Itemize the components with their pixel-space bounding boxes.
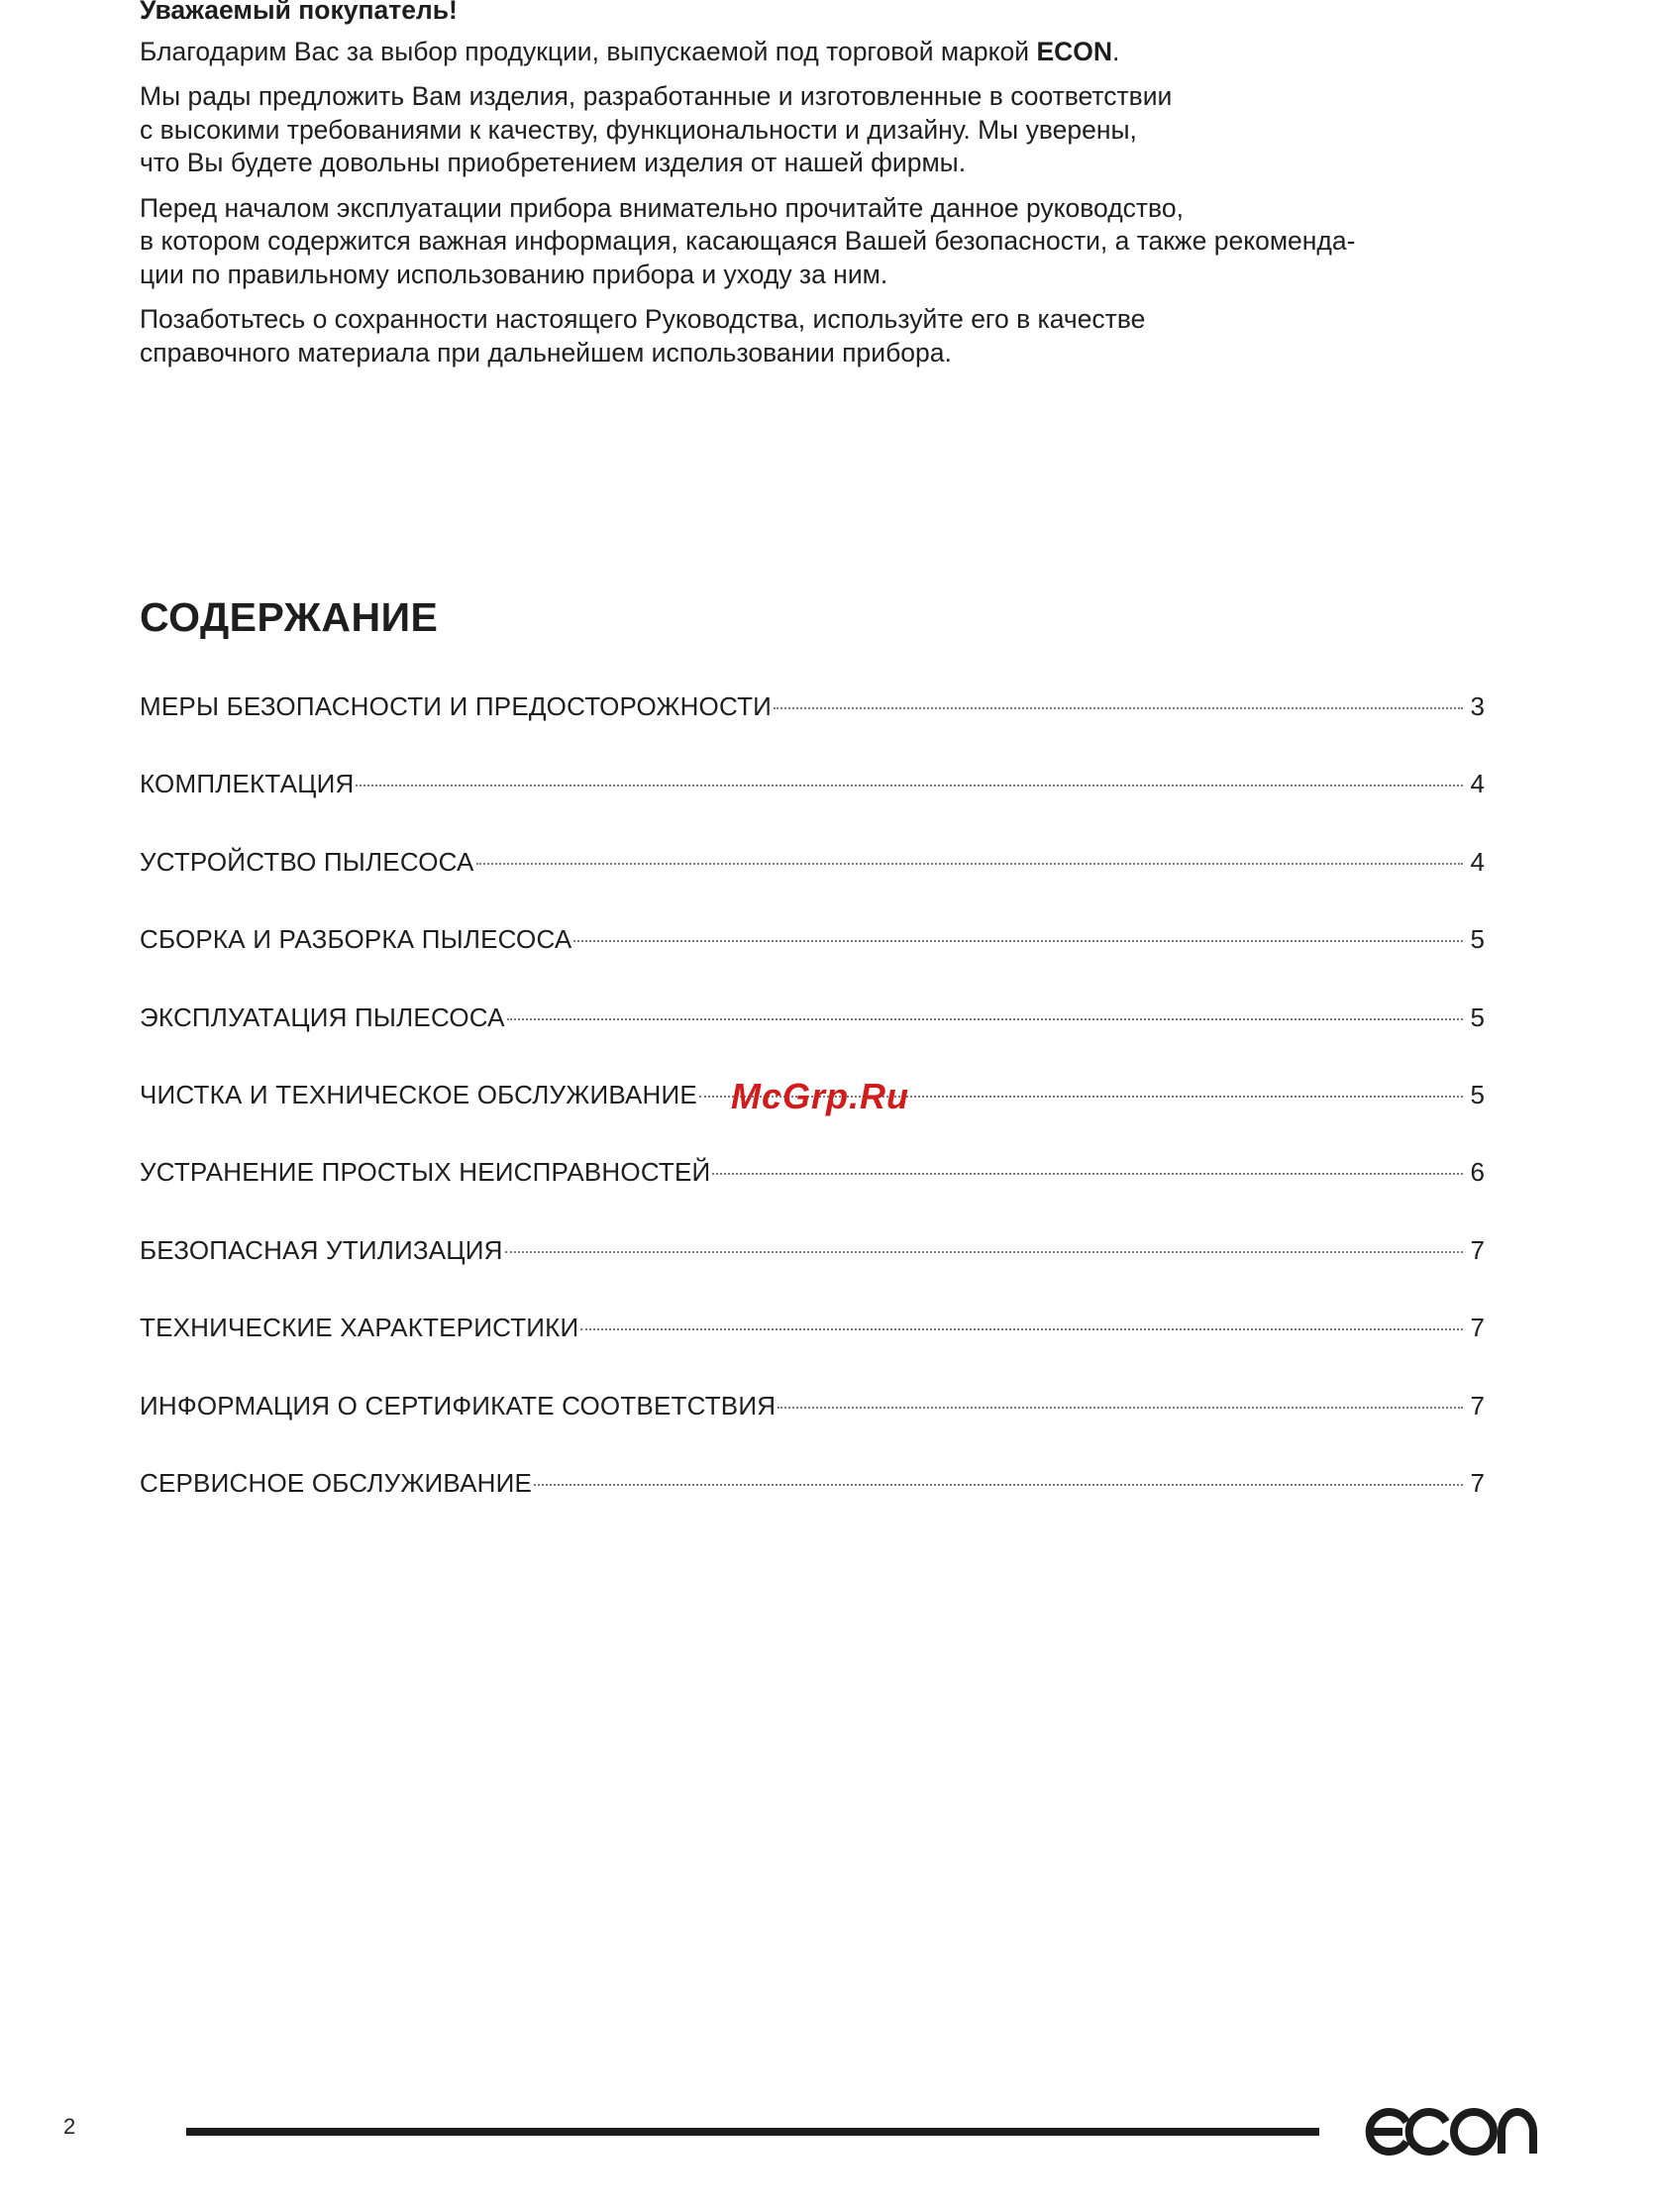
toc-dot-leader xyxy=(580,1328,1463,1330)
toc-dot-leader xyxy=(774,707,1463,709)
thanks-period: . xyxy=(1112,36,1120,66)
toc-title: СОДЕРЖАНИЕ xyxy=(140,594,439,640)
toc-item-label: БЕЗОПАСНАЯ УТИЛИЗАЦИЯ xyxy=(140,1234,503,1265)
toc-dot-leader xyxy=(476,863,1463,865)
paragraph-line: справочного материала при дальнейшем использовании прибора. xyxy=(140,337,952,368)
toc-item-label: ТЕХНИЧЕСКИЕ ХАРАКТЕРИСТИКИ xyxy=(140,1313,579,1343)
paragraph-line: Позаботьтесь о сохранности настоящего Руководства, используйте его в качестве xyxy=(140,304,1146,334)
toc-item-label: ИНФОРМАЦИЯ О СЕРТИФИКАТЕ СООТВЕТСТВИЯ xyxy=(140,1390,777,1421)
brand-name: ECON xyxy=(1036,36,1113,66)
toc-item-page: 5 xyxy=(1470,924,1485,955)
paragraph-line: Мы рады предложить Вам изделия, разработанные и изготовленные в соответствии xyxy=(140,81,1173,111)
paragraph-line: ции по правильному использованию прибора и уходу за ним. xyxy=(140,259,888,289)
toc-dot-leader xyxy=(534,1484,1463,1486)
toc-item-specs[interactable] xyxy=(140,1311,1485,1388)
footer-rule xyxy=(186,2128,1319,2136)
toc-dot-leader xyxy=(356,785,1463,787)
toc-item-assembly[interactable] xyxy=(140,922,1485,1000)
toc-item-page: 3 xyxy=(1470,691,1485,721)
toc-item-service[interactable] xyxy=(140,1466,1485,1543)
paragraph-line: что Вы будете довольны приобретением изделия от нашей фирмы. xyxy=(140,148,967,177)
toc-item-page: 5 xyxy=(1470,1001,1485,1032)
toc-item-label: СБОРКА И РАЗБОРКА ПЫЛЕСОСА xyxy=(140,924,572,955)
toc-item-label: ЭКСПЛУАТАЦИЯ ПЫЛЕСОСА xyxy=(140,1001,505,1032)
toc-item-certificate[interactable] xyxy=(140,1389,1485,1466)
toc-item-page: 6 xyxy=(1470,1157,1485,1188)
toc-item-page: 4 xyxy=(1470,769,1485,799)
watermark-text: McGrp.Ru xyxy=(731,1076,910,1116)
toc-item-label: МЕРЫ БЕЗОПАСНОСТИ И ПРЕДОСТОРОЖНОСТИ xyxy=(140,691,773,721)
toc-item-operation[interactable] xyxy=(140,1001,1485,1078)
intro-section xyxy=(140,0,1526,381)
toc-dot-leader xyxy=(778,1407,1463,1409)
thanks-text: Благодарим Вас за выбор продукции, выпускаемой под торговой маркой xyxy=(140,36,1037,66)
toc-item-safety[interactable] xyxy=(140,689,1485,767)
toc-item-page: 4 xyxy=(1470,846,1485,877)
toc-item-page: 5 xyxy=(1470,1079,1485,1109)
toc-item-page: 7 xyxy=(1470,1390,1485,1421)
paragraph-line: в котором содержится важная информация, касающаяся Вашей безопасности, а также рекоменда- xyxy=(140,226,1356,256)
intro-paragraph-2 xyxy=(140,80,1526,180)
paragraph-line: с высокими требованиями к качеству, функциональности и дизайну. Мы уверены, xyxy=(140,114,1137,145)
toc-dot-leader xyxy=(505,1251,1463,1253)
toc-dot-leader xyxy=(507,1018,1463,1020)
toc-dot-leader xyxy=(712,1173,1463,1175)
toc-item-label: СЕРВИСНОЕ ОБСЛУЖИВАНИЕ xyxy=(140,1467,533,1498)
toc-item-label: УСТРАНЕНИЕ ПРОСТЫХ НЕИСПРАВНОСТЕЙ xyxy=(140,1157,711,1188)
thanks-paragraph xyxy=(140,36,1526,69)
toc-item-device[interactable] xyxy=(140,845,1485,922)
greeting-heading: Уважаемый покупатель! xyxy=(140,0,458,25)
toc-item-troubleshooting[interactable] xyxy=(140,1155,1485,1232)
toc-item-page: 7 xyxy=(1470,1467,1485,1498)
page-number: 2 xyxy=(63,2114,76,2139)
toc-item-disposal[interactable] xyxy=(140,1233,1485,1311)
toc-item-page: 7 xyxy=(1470,1234,1485,1265)
intro-paragraph-3 xyxy=(140,192,1526,292)
econ-logo-icon xyxy=(1363,2104,1541,2158)
toc-item-label: КОМПЛЕКТАЦИЯ xyxy=(140,769,355,799)
toc-item-label: УСТРОЙСТВО ПЫЛЕСОСА xyxy=(140,846,474,877)
toc-dot-leader xyxy=(573,940,1463,942)
paragraph-line: Перед началом эксплуатации прибора внимательно прочитайте данное руководство, xyxy=(140,192,1184,223)
toc-item-page: 7 xyxy=(1470,1313,1485,1343)
toc-item-label: ЧИСТКА И ТЕХНИЧЕСКОЕ ОБСЛУЖИВАНИЕ xyxy=(140,1079,697,1109)
intro-paragraph-4 xyxy=(140,303,1526,369)
toc-item-package[interactable] xyxy=(140,767,1485,844)
